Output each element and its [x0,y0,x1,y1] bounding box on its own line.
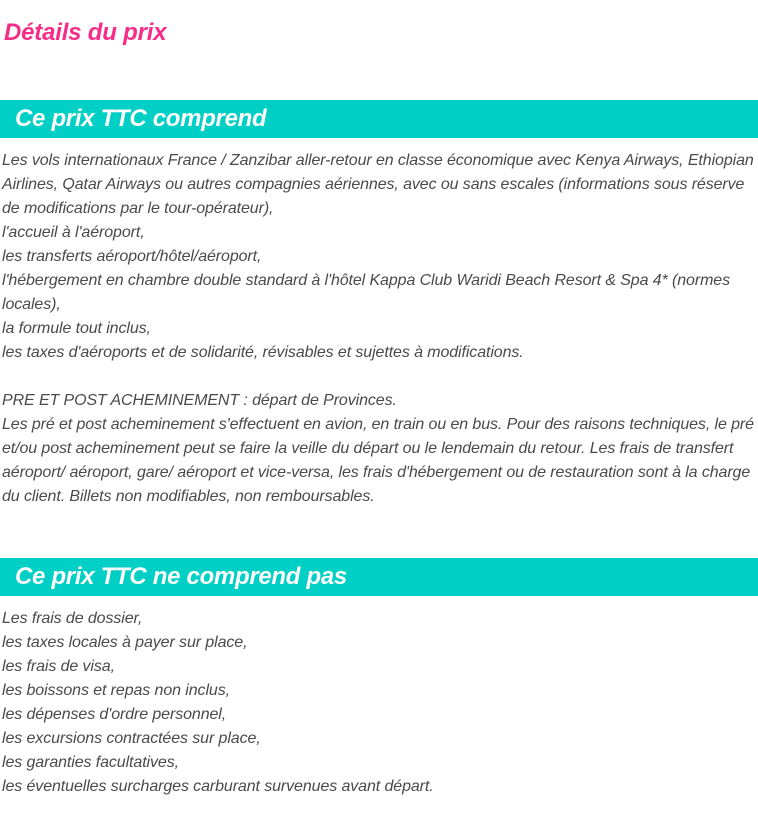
text-line: les garanties facultatives, [2,754,179,771]
text-line: la formule tout inclus, [2,320,151,337]
included-text-block [0,149,758,509]
text-line: Les pré et post acheminement s'effectuent en avion, en train ou en bus. Pour des raisons techniques, le pré et/ou post acheminement peut se faire la veille du départ ou le lendemain du retour. Les frais de transfert aéroport/ aéroport, gare/ aéroport et vice-versa, les frais d'hébergement ou de restauration sont à la charge du client. Billets non modifiables, non remboursables. [2,416,754,505]
section-banner-included [0,100,758,138]
text-line: l'hébergement en chambre double standard à l'hôtel Kappa Club Waridi Beach Resort & Spa 4* (normes locales), [2,272,730,313]
section-heading-not-included: Ce prix TTC ne comprend pas [15,563,347,590]
page-title: Détails du prix [4,19,167,46]
section-heading-included: Ce prix TTC comprend [15,105,267,132]
text-line: les frais de visa, [2,658,115,675]
text-line: les transferts aéroport/hôtel/aéroport, [2,248,262,265]
text-line: les dépenses d'ordre personnel, [2,706,227,723]
text-line: PRE ET POST ACHEMINEMENT : départ de Provinces. [2,392,397,409]
text-line [2,365,758,389]
text-line: Les vols internationaux France / Zanzibar aller-retour en classe économique avec Kenya Airways, Ethiopian Airlines, Qatar Airways ou autres compagnies aériennes, avec ou sans escales (informations sous réserve de modifications par le tour-opérateur), [2,152,754,217]
section-banner-not-included [0,558,758,596]
text-line: les boissons et repas non inclus, [2,682,230,699]
text-line: Les frais de dossier, [2,610,143,627]
text-line: les éventuelles surcharges carburant survenues avant départ. [2,778,434,795]
text-line: les excursions contractées sur place, [2,730,261,747]
text-line: les taxes d'aéroports et de solidarité, révisables et sujettes à modifications. [2,344,524,361]
not-included-text-block [0,607,758,799]
text-line: les taxes locales à payer sur place, [2,634,248,651]
text-line: l'accueil à l'aéroport, [2,224,145,241]
